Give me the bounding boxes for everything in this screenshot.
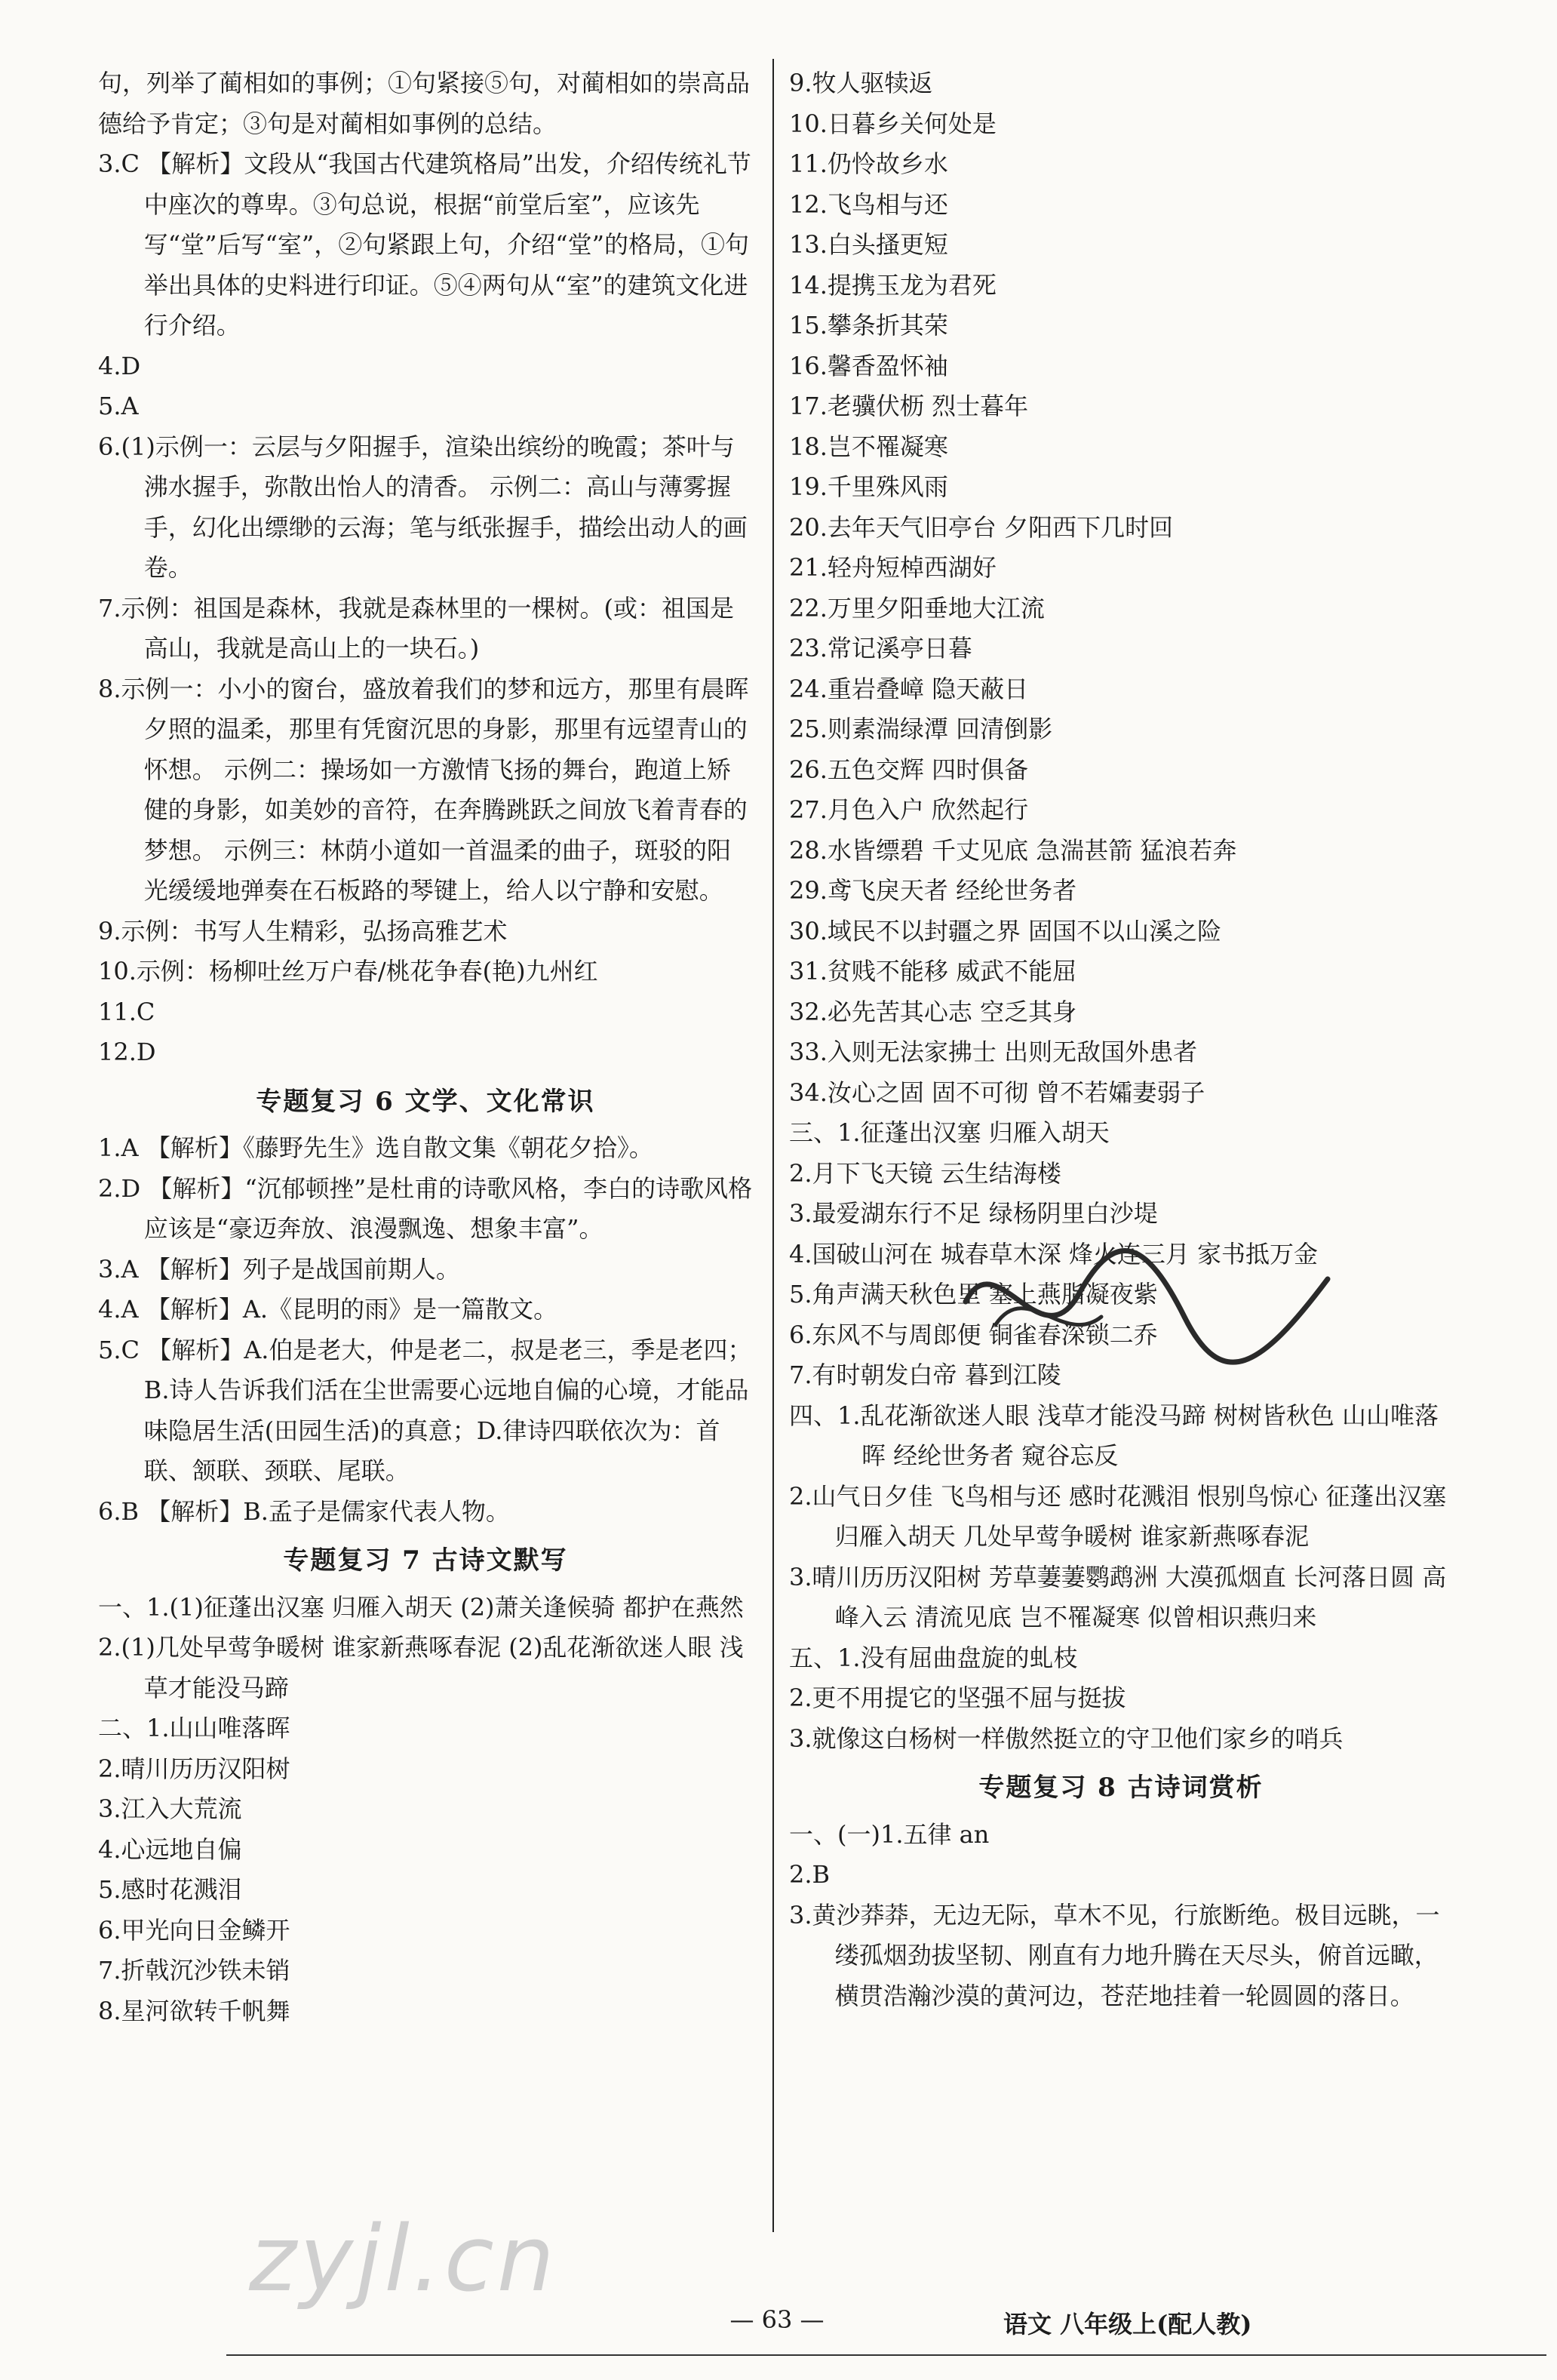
answer-item: 22.万里夕阳垂地大江流 bbox=[789, 593, 1045, 623]
answer-item: 19.千里殊风雨 bbox=[789, 472, 948, 501]
answer-item: 29.鸢飞戾天者 经纶世务者 bbox=[789, 876, 1077, 905]
answer-item: 5.C 【解析】A.伯是老大，仲是老二，叔是老三，季是老四；B.诗人告诉我们活在尘世需要心远地自偏的心境，才能品味隐居生活(田园生活)的真意；D.律诗四联依次为：首联、颔联、颈联、尾联。 bbox=[98, 1335, 752, 1485]
answer-item: 7.示例：祖国是森林，我就是森林里的一棵树。(或：祖国是高山，我就是高山上的一块石。) bbox=[98, 593, 735, 663]
answer-item: 5.角声满天秋色里 塞上燕脂凝夜紫 bbox=[789, 1280, 1158, 1308]
answer-item: 3.晴川历历汉阳树 芳草萋萋鹦鹉洲 大漠孤烟直 长河落日圆 高峰入云 清流见底 岂不罹凝寒 似曾相识燕归来 bbox=[789, 1562, 1447, 1631]
answer-item: 2.B bbox=[789, 1860, 831, 1889]
answer-item: 10.示例：杨柳吐丝万户春/桃花争春(艳)九州红 bbox=[98, 957, 598, 986]
answer-item: 4.心远地自偏 bbox=[98, 1834, 242, 1864]
section-heading: 专题复习 6 文学、文化常识 bbox=[256, 1086, 595, 1117]
answer-item: 3.就像这白杨树一样傲然挺立的守卫他们家乡的哨兵 bbox=[789, 1724, 1344, 1753]
answer-item: 13.白头搔更短 bbox=[789, 230, 948, 259]
answer-item: 一、(一)1.五律 an bbox=[789, 1819, 990, 1849]
answer-item: 18.岂不罹凝寒 bbox=[789, 432, 948, 461]
answer-item: 2.D 【解析】“沉郁顿挫”是杜甫的诗歌风格，李白的诗歌风格应该是“豪迈奔放、浪漫飘逸、想象丰富”。 bbox=[98, 1173, 753, 1243]
answer-item: 6.甲光向日金鳞开 bbox=[98, 1915, 290, 1945]
answer-item: 16.馨香盈怀袖 bbox=[789, 351, 948, 380]
answer-item: 10.日暮乡关何处是 bbox=[789, 109, 997, 138]
answer-item: 34.汝心之固 固不可彻 曾不若孀妻弱子 bbox=[789, 1078, 1205, 1107]
watermark-text: zyjl.cn bbox=[249, 2207, 557, 2312]
answer-item: 5.A bbox=[98, 392, 139, 420]
answer-item: 2.更不用提它的坚强不屈与挺拔 bbox=[789, 1684, 1126, 1712]
answer-item: 五、1.没有屈曲盘旋的虬枝 bbox=[789, 1643, 1078, 1672]
answer-item: 5.感时花溅泪 bbox=[98, 1875, 242, 1904]
answer-item: 33.入则无法家拂士 出则无敌国外患者 bbox=[789, 1038, 1198, 1066]
answer-item: 14.提携玉龙为君死 bbox=[789, 270, 997, 300]
answer-item: 17.老骥伏枥 烈士暮年 bbox=[789, 392, 1029, 420]
answer-item: 24.重岩叠嶂 隐天蔽日 bbox=[789, 674, 1029, 703]
answer-item: 23.常记溪亭日暮 bbox=[789, 634, 972, 663]
answer-item: 27.月色入户 欣然起行 bbox=[789, 795, 1029, 824]
section-heading: 专题复习 8 古诗词赏析 bbox=[978, 1773, 1264, 1803]
answer-item: 3.最爱湖东行不足 绿杨阴里白沙堤 bbox=[789, 1199, 1158, 1228]
footer-rule bbox=[226, 2354, 1546, 2356]
answer-item: 25.则素湍绿潭 回清倒影 bbox=[789, 715, 1053, 743]
answer-item: 11.仍怜故乡水 bbox=[789, 149, 948, 178]
answer-item: 2.山气日夕佳 飞鸟相与还 感时花溅泪 恨别鸟惊心 征蓬出汉塞 归雁入胡天 几处早莺争暖树 谁家新燕啄春泥 bbox=[789, 1481, 1454, 1551]
answer-item: 30.域民不以封疆之界 固国不以山溪之险 bbox=[789, 916, 1222, 946]
answer-item: 三、1.征蓬出汉塞 归雁入胡天 bbox=[789, 1118, 1110, 1147]
book-label: 语文 八年级上(配人教) bbox=[1003, 2310, 1252, 2338]
answer-item: 3.江入大荒流 bbox=[98, 1794, 242, 1823]
section-heading: 专题复习 7 古诗文默写 bbox=[283, 1545, 568, 1576]
answer-item: 4.A 【解析】A.《昆明的雨》是一篇散文。 bbox=[98, 1295, 558, 1324]
answer-item: 6.B 【解析】B.孟子是儒家代表人物。 bbox=[98, 1496, 510, 1526]
answer-item: 7.折戟沉沙铁未销 bbox=[98, 1956, 290, 1985]
answer-item: 31.贫贱不能移 威武不能屈 bbox=[789, 957, 1077, 986]
answer-item: 6.(1)示例一：云层与夕阳握手，渲染出缤纷的晚霞；茶叶与沸水握手，弥散出怡人的清香。 示例二：高山与薄雾握手，幻化出缥缈的云海；笔与纸张握手，描绘出动人的画卷。 bbox=[98, 432, 748, 582]
answer-item: 8.示例一：小小的窗台，盛放着我们的梦和远方，那里有晨晖夕照的温柔，那里有凭窗沉思的身影，那里有远望青山的怀想。 示例二：操场如一方激情飞扬的舞台，跑道上矫健的身影，如美妙的音符，在奔腾跳跃之间放飞着青春的梦想。 示例三：林荫小道如一首温柔的曲子，斑驳的阳光缓缓地弹奏在石板路的琴键上，给人以宁静和安慰。 bbox=[98, 674, 749, 905]
answer-item: 1.A 【解析】《藤野先生》选自散文集《朝花夕拾》。 bbox=[98, 1133, 653, 1162]
answer-item: 28.水皆缥碧 千丈见底 急湍甚箭 猛浪若奔 bbox=[789, 835, 1237, 865]
answer-item: 3.A 【解析】列子是战国前期人。 bbox=[98, 1254, 460, 1284]
answer-item: 4.国破山河在 城春草木深 烽火连三月 家书抵万金 bbox=[789, 1239, 1319, 1268]
answer-item: 3.黄沙莽莽，无边无际，草木不见，行旅断绝。极目远眺，一缕孤烟劲拔坚韧、刚直有力地升腾在天尽头，俯首远瞰，横贯浩瀚沙漠的黄河边，苍茫地挂着一轮圆圆的落日。 bbox=[789, 1900, 1440, 2010]
answer-item: 一、1.(1)征蓬出汉塞 归雁入胡天 (2)萧关逢候骑 都护在燕然 bbox=[98, 1592, 744, 1622]
answer-item: 句，列举了蔺相如的事例；①句紧接⑤句，对蔺相如的崇高品德给予肯定；③句是对蔺相如事例的总结。 bbox=[98, 69, 751, 138]
answer-item: 四、1.乱花渐欲迷人眼 浅草才能没马蹄 树树皆秋色 山山唯落晖 经纶世务者 窥谷忘反 bbox=[789, 1401, 1439, 1470]
page-number: — 63 — bbox=[729, 2305, 825, 2334]
left-column bbox=[98, 63, 753, 2031]
answer-item: 3.C 【解析】文段从“我国古代建筑格局”出发，介绍传统礼节中座次的尊卑。③句总说，根据“前堂后室”，应该先写“堂”后写“室”，②句紧跟上句，介绍“堂”的格局，①句举出具体的史料进行印证。⑤④两句从“室”的建筑文化进行介绍。 bbox=[98, 149, 751, 340]
answer-item: 12.D bbox=[98, 1038, 156, 1066]
answer-item: 2.(1)几处早莺争暖树 谁家新燕啄春泥 (2)乱花渐欲迷人眼 浅草才能没马蹄 bbox=[98, 1633, 744, 1702]
right-column bbox=[789, 63, 1453, 2016]
answer-item: 2.月下飞天镜 云生结海楼 bbox=[789, 1158, 1061, 1188]
answer-item: 二、1.山山唯落晖 bbox=[98, 1714, 290, 1742]
answer-item: 32.必先苦其心志 空乏其身 bbox=[789, 997, 1077, 1026]
answer-item: 15.攀条折其荣 bbox=[789, 311, 948, 340]
answer-item: 20.去年天气旧亭台 夕阳西下几时回 bbox=[789, 512, 1174, 542]
answer-item: 4.D bbox=[98, 351, 141, 380]
answer-item: 2.晴川历历汉阳树 bbox=[98, 1754, 290, 1783]
answer-item: 21.轻舟短棹西湖好 bbox=[789, 553, 997, 582]
column-divider bbox=[772, 59, 774, 2232]
answer-item: 6.东风不与周郎便 铜雀春深锁二乔 bbox=[789, 1320, 1158, 1349]
answer-item: 7.有时朝发白帝 暮到江陵 bbox=[789, 1361, 1061, 1389]
answer-item: 9.示例：书写人生精彩，弘扬高雅艺术 bbox=[98, 916, 508, 946]
answer-item: 12.飞鸟相与还 bbox=[789, 189, 948, 219]
answer-item: 11.C bbox=[98, 997, 155, 1026]
answer-item: 8.星河欲转千帆舞 bbox=[98, 1996, 290, 2025]
answer-item: 26.五色交辉 四时俱备 bbox=[789, 755, 1029, 784]
answer-item: 9.牧人驱犊返 bbox=[789, 69, 933, 97]
